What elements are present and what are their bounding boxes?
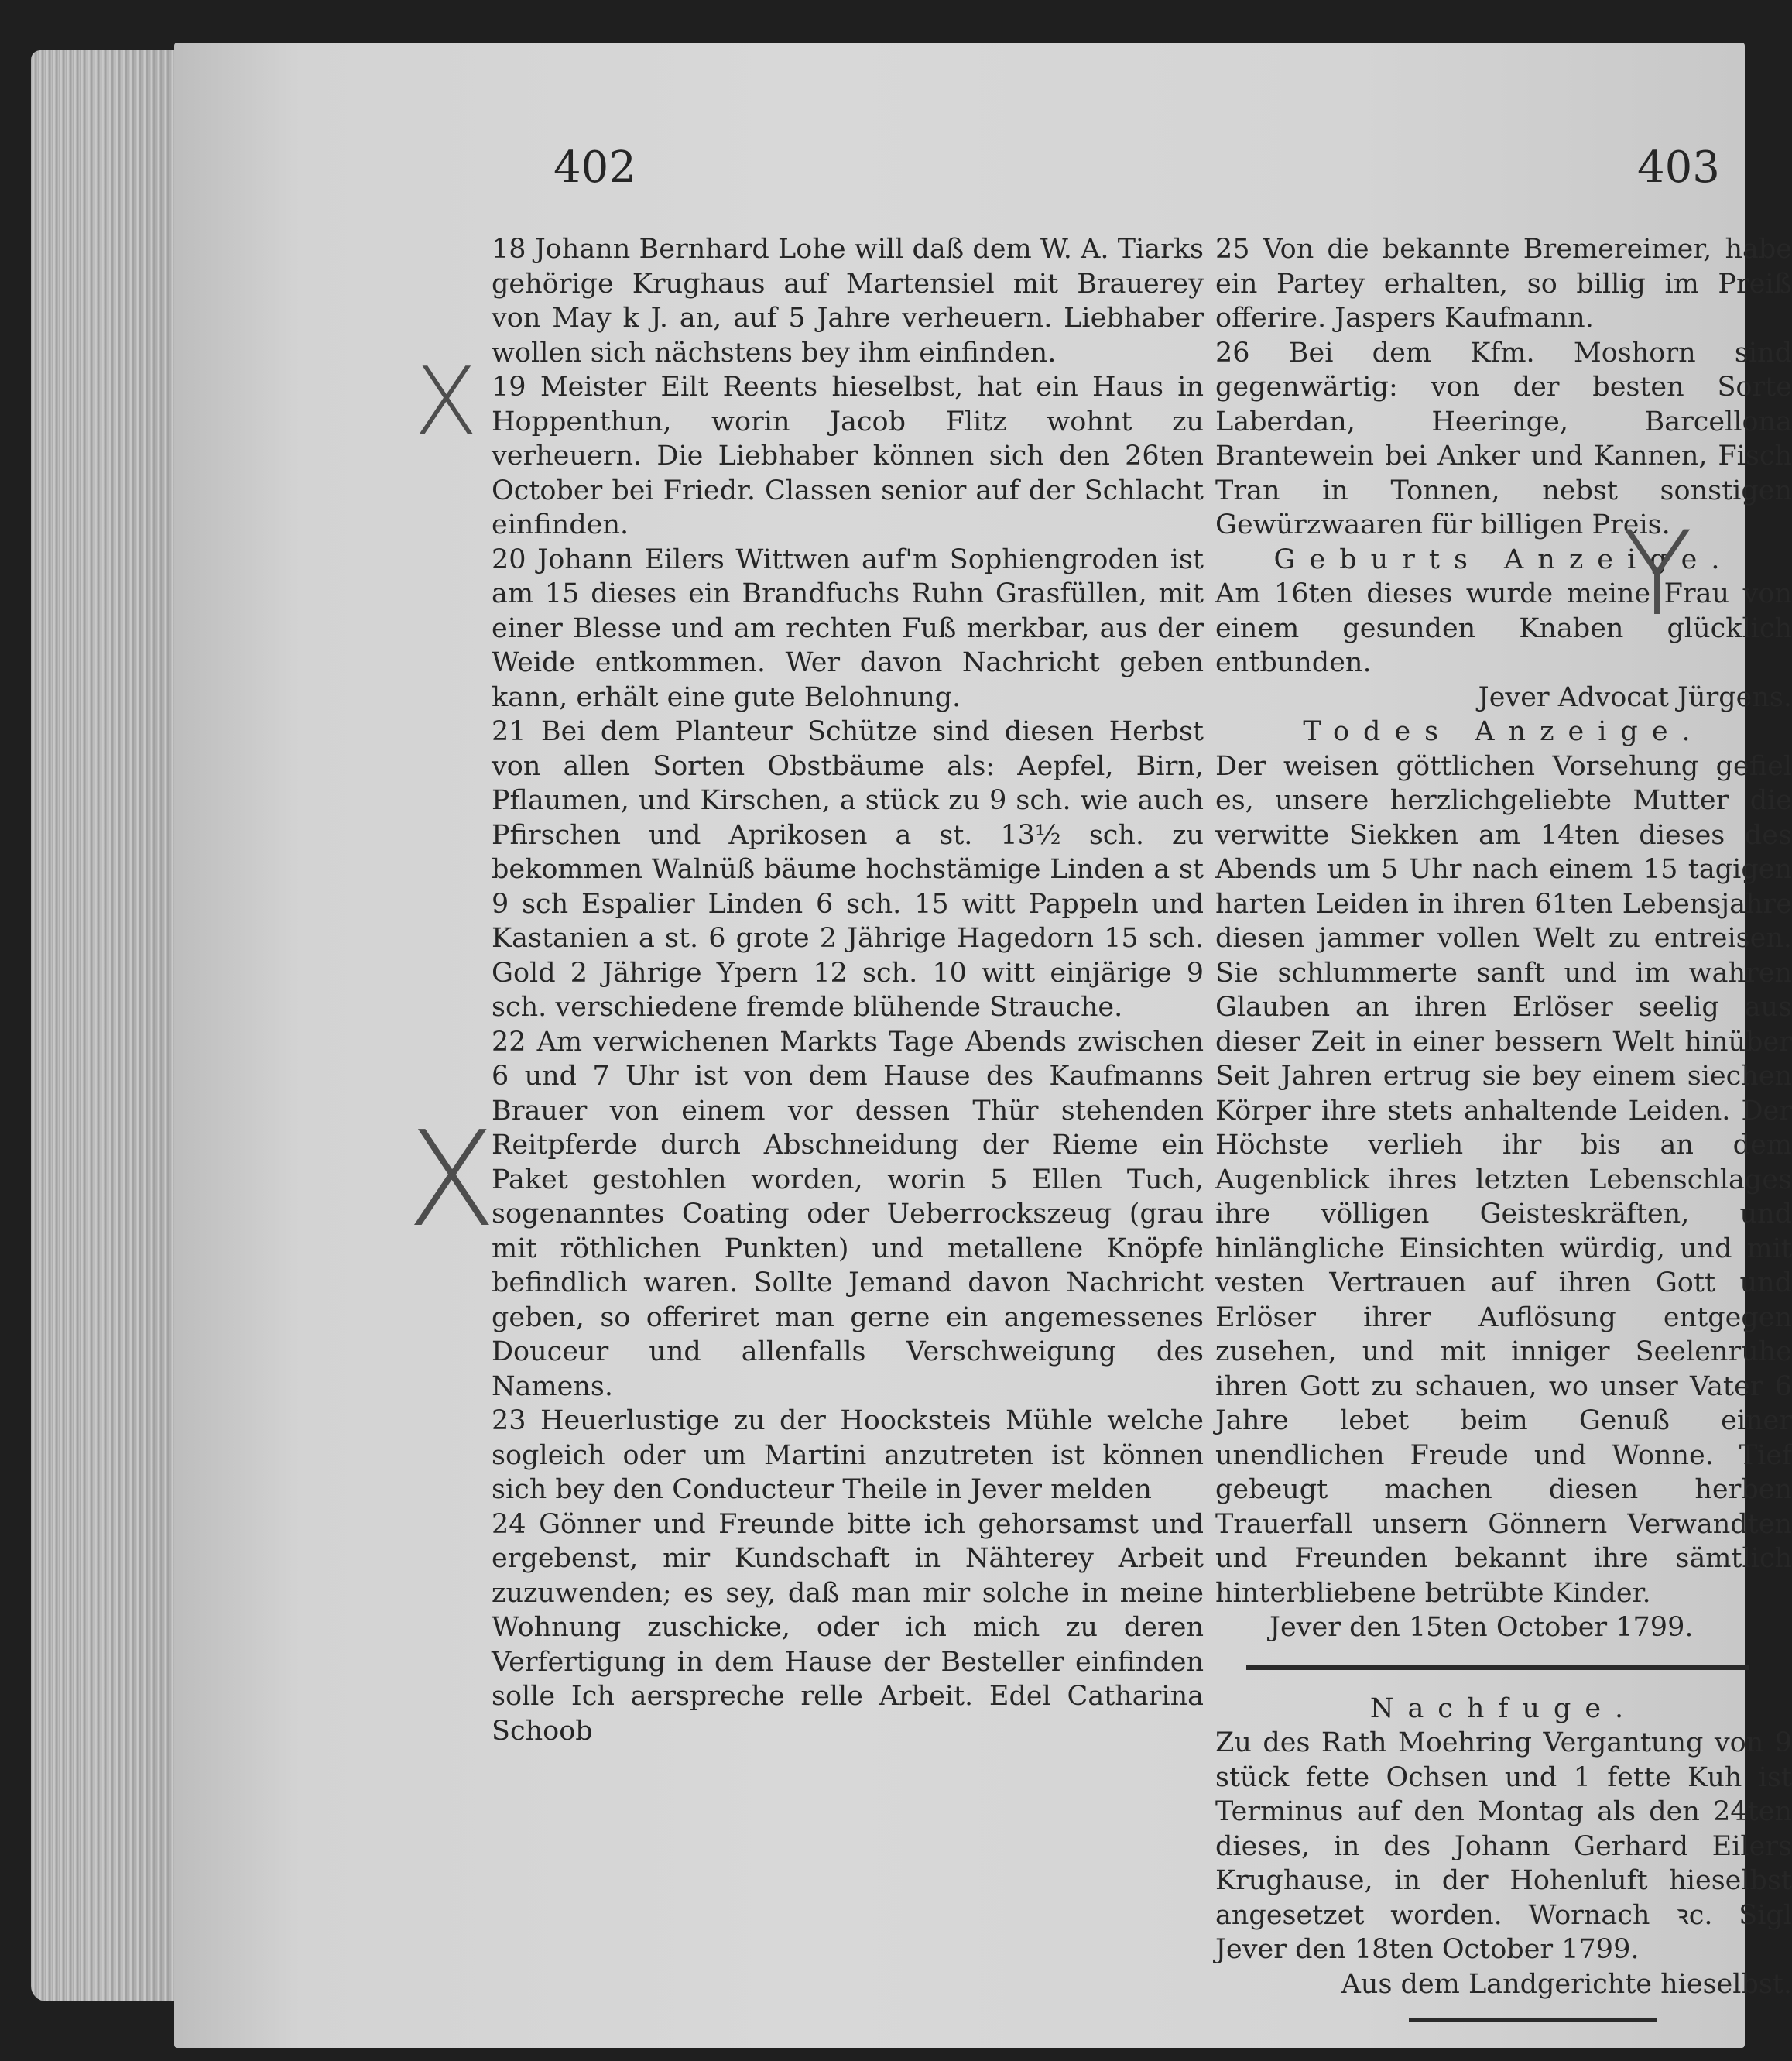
supplement-text: Zu des Rath Moehring Vergantung von 9 stück fette Ochsen und 1 fette Kuh ist Terminus auf den Montag als den 24ten dieses, in des Johann Gerhard Eilers Krughause, in der Hohenluft hieselbst angesetzet worden. Wornach ꝛc. Sigl Jever den 18ten October 1799. [1215,1727,1792,1965]
margin-mark-x-upper: X [414,348,478,456]
notice-20: 20 Johann Eilers Wittwen auf'm Sophiengroden ist am 15 dieses ein Brandfuchs Ruhn Grasfüllen, mit einer Blesse und am rechten Fuß merkbar, aus der Weide entkommen. Wer davon Nachricht geben kann, erhält eine gute Belohnung. [492,544,1204,713]
birth-text: Am 16ten dieses wurde meine Frau von einem gesunden Knaben glücklich entbunden. [1215,578,1792,678]
notice-18: 18 Johann Bernhard Lohe will daß dem W. A. Tiarks gehörige Krughaus auf Martensiel mit Brauerey von May k J. an, auf 5 Jahre verheuern. Liebhaber wollen sich nächstens bey ihm einfinden. [492,234,1204,369]
newspaper-page [174,43,1792,2048]
right-column [1215,232,1792,2022]
supplement-heading: Nachfuge. [1369,1692,1638,1724]
page-edges [31,50,186,2001]
death-text: Der weisen göttlichen Vorsehung gefiel es, unsere herzlichgeliebte Mutter die verwitte Siekken am 14ten dieses des Abends um 5 Uhr nach einem 15 tagigen harten Leiden in ihren 61ten Lebensjahre diesen jammer vollen Welt zu entreisen. Sie schlummerte sanft und im wahren Glauben an ihren Erlöser seelig aus dieser Zeit in einer bessern Welt hinüber Seit Jahren ertrug sie bey einem siechen Körper ihre stets anhaltende Leiden. Der Höchste verlieh ihr bis an dem Augenblick ihres letzten Lebenschlages ihre völligen Geisteskräften, und hinlängliche Einsichten würdig, und mit vesten Vertrauen auf ihren Gott und Erlöser ihrer Auflösung entgegen zusehen, und mit inniger Seelenruhe ihren Gott zu schauen, wo unser Vater 6 Jahre lebet beim Genuß einer unendlichen Freude und Wonne. Tief gebeugt machen diesen herben Trauerfall unsern Gönnern Verwandten und Freunden bekannt ihre sämtlich hinterbliebene betrübte Kinder. [1215,750,1792,1609]
page-number-left: 402 [553,142,636,193]
notice-24: 24 Gönner und Freunde bitte ich gehorsamst und ergebenst, mir Kundschaft in Nähterey Arbeit zuzuwenden; es sey, daß man mir solche in meine Wohnung zuschicke, oder ich mich zu deren Verfertigung in dem Hause der Besteller einfinden solle Ich aerspreche relle Arbeit. Edel Catharina Schoob [492,1508,1204,1747]
open-book [31,43,1792,2048]
closing-rule [1409,2018,1657,2022]
notice-22: 22 Am verwichenen Markts Tage Abends zwischen 6 und 7 Uhr ist von dem Hause des Kaufmanns Brauer von einem vor dessen Thür stehenden Reitpferde durch Abschneidung der Rieme ein Paket gestohlen worden, worin 5 Ellen Tuch, sogenanntes Coating oder Ueberrockszeug (grau mit röthlichen Punkten) und metallene Knöpfe befindlich waren. Sollte Jemand davon Nachricht geben, so offeriret man gerne ein angemessenes Douceur und allenfalls Verschweigung des Namens. [492,1026,1204,1402]
supplement-signature: Aus dem Landgerichte hieselbst. [1341,1968,1792,2000]
left-column [492,232,1204,1748]
death-closing: Jever den 15ten October 1799. [1269,1612,1694,1643]
margin-mark-x-lower: X [406,1103,497,1257]
birth-signature: Jever Advocat Jürgens. [1478,681,1792,713]
notice-21: 21 Bei dem Planteur Schütze sind diesen Herbst von allen Sorten Obstbäume als: Aepfel, Birn, Pflaumen, und Kirschen, a stück zu 9 sch. wie auch Pfirschen und Aprikosen a st. 13½ sch. zu bekommen Walnüß bäume hochstämige Linden a st 9 sch Espalier Linden 6 sch. 15 witt Pappeln und Kastanien a st. 6 grote 2 Jährige Hagedorn 15 sch. Gold 2 Jährige Ypern 12 sch. 10 witt einjärige 9 sch. verschiedene fremde blühende Strauche. [492,716,1204,1023]
section-rule [1246,1665,1749,1670]
page-number-right: 403 [1637,142,1720,193]
death-heading: Todes Anzeige. [1303,716,1705,747]
birth-heading: Geburts Anzeige. [1273,544,1734,575]
notice-23: 23 Heuerlustige zu der Hoocksteis Mühle welche sogleich oder um Martini anzutreten ist können sich bey den Conducteur Theile in Jever melden [492,1405,1204,1505]
notice-26: 26 Bei dem Kfm. Moshorn sind gegenwärtig: von der besten Sorte Laberdan, Heeringe, Barcellona Brantewein bei Anker und Kannen, Fisch Tran in Tonnen, nebst sonstigen Gewürzwaaren für billigen Preis. [1215,337,1792,540]
notice-19: 19 Meister Eilt Reents hieselbst, hat ein Haus in Hoppenthun, worin Jacob Flitz wohnt zu verheuern. Die Liebhaber können sich den 26ten October bei Friedr. Classen senior auf der Schlacht einfinden. [492,372,1204,540]
notice-25: 25 Von die bekannte Bremereimer, habe ein Partey erhalten, so billig im Preiß offerire. Jaspers Kaufmann. [1215,234,1792,334]
margin-mark-y: Y [1622,507,1693,642]
